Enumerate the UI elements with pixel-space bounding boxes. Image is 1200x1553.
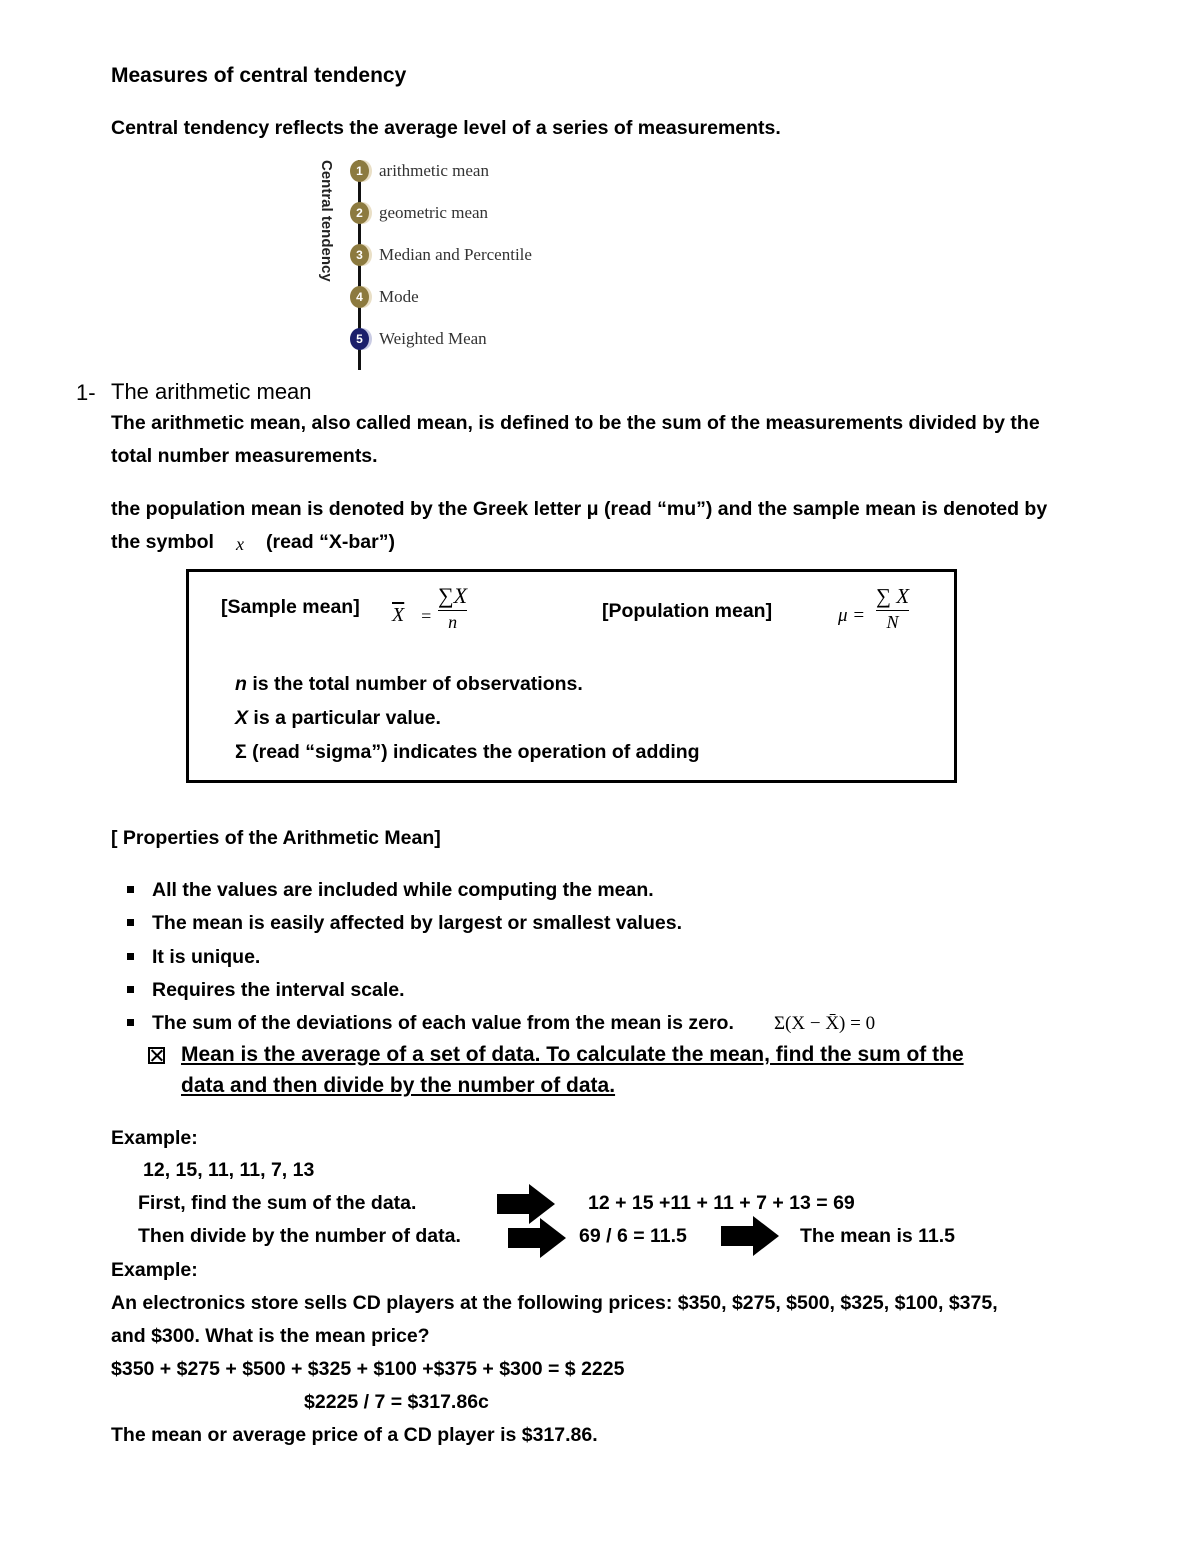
section-number: 1-	[76, 380, 96, 405]
diagram-item-4	[350, 283, 419, 311]
definition-symbol: Σ	[235, 741, 247, 763]
example-1-step-1-result: 12 + 15 +11 + 11 + 7 + 13 = 69	[588, 1192, 855, 1214]
population-mean-label: [Population mean]	[602, 600, 773, 622]
example-1-data: 12, 15, 11, 11, 7, 13	[143, 1159, 315, 1181]
item-number-badge: 5	[350, 328, 369, 350]
bullet-icon	[127, 1019, 134, 1026]
deviation-formula: Σ(X − X̄) = 0	[774, 1013, 876, 1034]
bullet-icon	[127, 886, 134, 893]
definition-n	[235, 673, 583, 696]
property-item: All the values are included while computing the mean.	[152, 879, 654, 901]
item-number-badge: 2	[350, 202, 369, 224]
section-heading: The arithmetic mean	[111, 379, 312, 404]
diagram-item-3	[350, 241, 532, 269]
definition-text: (read “sigma”) indicates the operation of adding	[246, 741, 700, 763]
notation-line-2a: the symbol	[111, 531, 214, 553]
sample-equals: =	[420, 606, 433, 626]
example-2-division: $2225 / 7 = $317.86c	[304, 1391, 489, 1413]
page-title: Measures of central tendency	[111, 64, 407, 87]
definition-sigma	[235, 741, 700, 764]
fraction-numerator: ∑X	[438, 583, 468, 608]
arrow-right-icon	[508, 1218, 566, 1258]
checkbox-icon	[148, 1047, 165, 1064]
example-2-answer: The mean or average price of a CD player is $317.86.	[111, 1424, 598, 1446]
property-item: It is unique.	[152, 946, 261, 968]
fraction-bar	[876, 610, 909, 611]
definition-text: is the total number of observations.	[246, 673, 583, 695]
item-label: Mode	[379, 287, 419, 306]
definition-line-1: The arithmetic mean, also called mean, is defined to be the sum of the measurements divided by the	[111, 412, 1040, 434]
diagram-item-2	[350, 199, 488, 227]
example-1-step-2-result: 69 / 6 = 11.5	[579, 1225, 687, 1247]
item-number-badge: 4	[350, 286, 369, 308]
sample-mean-fraction	[438, 583, 467, 633]
bullet-icon	[127, 953, 134, 960]
properties-heading: [ Properties of the Arithmetic Mean]	[111, 827, 441, 849]
definition-line-2: total number measurements.	[111, 445, 378, 467]
example-2-sum: $350 + $275 + $500 + $325 + $100 +$375 + $300 = $ 2225	[111, 1358, 625, 1380]
x-bar-symbol: x	[236, 534, 244, 554]
item-number-badge: 3	[350, 244, 369, 266]
example-1-step-1: First, find the sum of the data.	[138, 1192, 417, 1214]
arrow-right-icon	[721, 1216, 779, 1256]
item-label: Median and Percentile	[379, 245, 532, 264]
definition-x	[235, 707, 441, 730]
property-item: The sum of the deviations of each value from the mean is zero.	[152, 1012, 734, 1034]
example-2-line-2: and $300. What is the mean price?	[111, 1325, 430, 1347]
property-item: Requires the interval scale.	[152, 979, 405, 1001]
item-label: geometric mean	[379, 203, 489, 222]
note-line-1: Mean is the average of a set of data. To calculate the mean, find the sum of the	[181, 1043, 964, 1066]
note-line-2: data and then divide by the number of data.	[181, 1074, 616, 1097]
intro-text: Central tendency reflects the average level of a series of measurements.	[111, 117, 781, 139]
example-1-label: Example:	[111, 1127, 198, 1149]
notation-line-1: the population mean is denoted by the Greek letter μ (read “mu”) and the sample mean is denoted by	[111, 498, 1048, 520]
bullet-icon	[127, 919, 134, 926]
definition-text: is a particular value.	[248, 707, 441, 729]
item-label: arithmetic mean	[379, 161, 489, 180]
diagram-item-1	[350, 157, 489, 185]
sample-mean-symbol: $\overline{X}$	[392, 604, 405, 626]
example-1-step-2: Then divide by the number of data.	[138, 1225, 461, 1247]
population-mean-symbol: μ =	[838, 605, 866, 626]
fraction-bar	[438, 610, 467, 611]
fraction-numerator: ∑ X	[876, 584, 910, 608]
population-mean-fraction	[876, 584, 909, 633]
definition-symbol: n	[235, 673, 247, 695]
fraction-denominator: n	[448, 612, 458, 632]
example-1-conclusion: The mean is 11.5	[800, 1225, 956, 1247]
item-label: Weighted Mean	[379, 329, 487, 348]
item-number-badge: 1	[350, 160, 369, 182]
property-item: The mean is easily affected by largest or smallest values.	[152, 912, 682, 934]
sample-mean-label: [Sample mean]	[221, 596, 360, 618]
example-2-label: Example:	[111, 1259, 198, 1281]
notation-line-2b: (read “X-bar”)	[266, 531, 395, 553]
definition-symbol: X	[235, 707, 249, 729]
diagram-axis-label: Central tendency	[318, 160, 335, 282]
fraction-denominator: N	[886, 612, 899, 632]
diagram-item-5	[350, 325, 487, 353]
bullet-icon	[127, 986, 134, 993]
example-2-line-1: An electronics store sells CD players at the following prices: $350, $275, $500, $325, $100, $375,	[111, 1292, 998, 1314]
